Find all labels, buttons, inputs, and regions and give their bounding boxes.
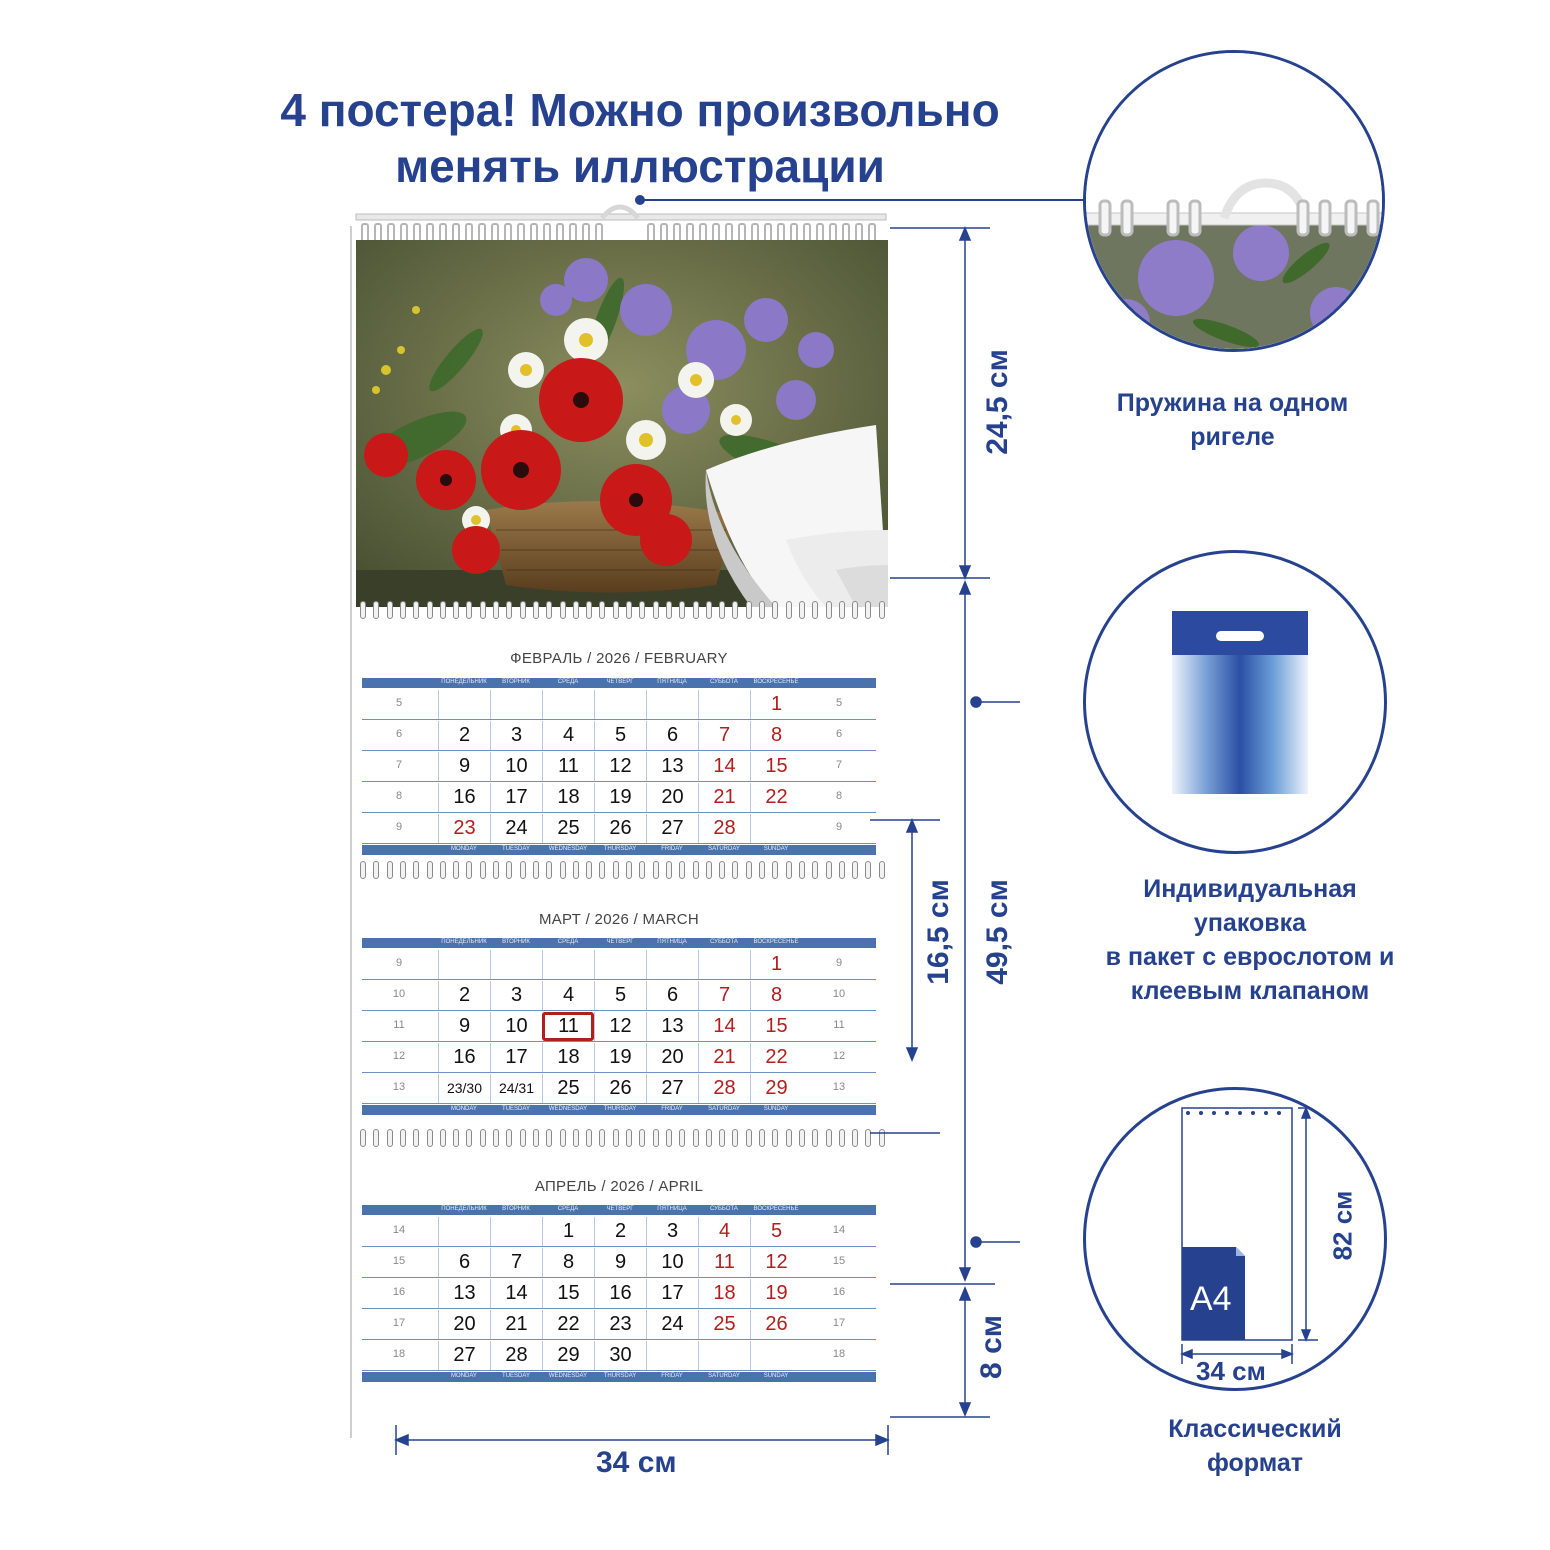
day-cell: 22 [750,783,802,812]
day-cell: 29 [750,1074,802,1103]
day-cell: 7 [698,981,750,1010]
day-cell: 5 [594,981,646,1010]
weekday-label: WEDNESDAY [548,846,588,852]
day-cell: 4 [542,981,594,1010]
week-number: 7 [835,759,843,771]
week-number: 10 [832,988,846,1000]
week-number: 9 [835,957,843,969]
day-cell: 15 [542,1279,594,1308]
weekday-label: СУББОТА [710,1206,738,1212]
week-number: 7 [395,759,403,771]
format-caption [1080,1412,1430,1480]
day-cell: 14 [698,1012,750,1041]
day-cell: 4 [542,721,594,750]
day-cell: 9 [438,1012,490,1041]
weekday-label: THURSDAY [603,846,637,852]
day-cell: 6 [438,1248,490,1277]
day-cell: 20 [438,1310,490,1339]
format-width-label: 34 см [1196,1356,1266,1386]
day-cell: 11 [542,1012,594,1041]
day-cell: 10 [646,1248,698,1277]
weekday-label: WEDNESDAY [548,1106,588,1112]
day-cell: 2 [438,721,490,750]
week-number: 13 [832,1081,846,1093]
week-number: 10 [392,988,406,1000]
day-cell: 17 [490,783,542,812]
a4-paper-label: A4 [1190,1280,1232,1318]
month-title: ФЕВРАЛЬ / 2026 / FEBRUARY [510,650,728,667]
day-cell: 15 [750,1012,802,1041]
packaging-caption-line-4: клеевым клапаном [1130,977,1370,1005]
spring-caption-line-2: ригеле [1190,423,1275,451]
day-cell: 22 [542,1310,594,1339]
binding-ring [373,1129,379,1147]
day-cell: 12 [750,1248,802,1277]
day-cell: 7 [698,721,750,750]
binding-ring [373,861,379,879]
weekday-label: СУББОТА [710,939,738,945]
packaging-caption [1060,872,1440,1008]
weekday-label: FRIDAY [661,846,683,852]
day-cell: 9 [594,1248,646,1277]
day-cell: 8 [542,1248,594,1277]
weekday-label: ЧЕТВЕРГ [606,939,634,945]
day-cell: 3 [490,721,542,750]
weekday-label: MONDAY [451,846,477,852]
day-cell: 27 [646,814,698,843]
packaging-circle [1083,550,1387,854]
day-cell: 24/31 [490,1074,542,1103]
weekday-label: TUESDAY [502,1373,530,1379]
day-cell: 16 [438,1043,490,1072]
weekday-label: WEDNESDAY [548,1373,588,1379]
day-cell: 22 [750,1043,802,1072]
format-height-label: 82 см [1327,1190,1358,1261]
weekday-label: СУББОТА [710,679,738,685]
day-cell: 12 [594,1012,646,1041]
day-cell: 13 [438,1279,490,1308]
spring-caption [1080,386,1385,454]
day-cell: 19 [750,1279,802,1308]
spring-caption-line-1: Пружина на одном [1116,389,1349,417]
binding-ring [360,861,366,879]
day-cell: 27 [438,1341,490,1370]
day-cell: 10 [490,1012,542,1041]
day-cell: 7 [490,1248,542,1277]
weekday-label: SATURDAY [708,846,740,852]
week-number: 11 [833,1019,845,1031]
packaging-caption-line-2: упаковка [1193,909,1307,937]
day-cell: 19 [594,1043,646,1072]
week-number: 15 [392,1255,406,1267]
week-number: 5 [835,697,843,709]
format-caption-line-1: Классический [1168,1415,1342,1443]
month-title: МАРТ / 2026 / MARCH [538,911,700,928]
day-cell: 13 [646,1012,698,1041]
weekday-label: ВТОРНИК [502,679,530,685]
day-cell: 26 [750,1310,802,1339]
spring-detail-circle [1083,50,1385,352]
weekday-label: MONDAY [451,1106,477,1112]
day-cell: 26 [594,1074,646,1103]
day-cell: 9 [438,752,490,781]
day-cell: 2 [594,1217,646,1246]
day-cell: 5 [594,721,646,750]
day-cell: 28 [698,1074,750,1103]
day-cell: 30 [594,1341,646,1370]
day-cell: 1 [750,950,802,979]
weekday-label: THURSDAY [603,1373,637,1379]
week-number: 14 [392,1224,406,1236]
day-cell: 16 [594,1279,646,1308]
day-cell: 25 [542,814,594,843]
binding-ring [373,601,379,619]
week-number: 16 [832,1286,846,1298]
format-caption-line-2: формат [1206,1449,1304,1477]
week-number: 17 [392,1317,406,1329]
week-number: 9 [395,957,403,969]
weekday-label: ПЯТНИЦА [657,939,687,945]
weekday-label: СРЕДА [557,1206,579,1212]
day-cell: 6 [646,721,698,750]
day-cell: 11 [542,752,594,781]
day-cell: 27 [646,1074,698,1103]
day-cell: 8 [750,981,802,1010]
weekday-label: ПЯТНИЦА [657,1206,687,1212]
week-number: 6 [835,728,843,740]
day-cell: 26 [594,814,646,843]
binding-ring [360,1129,366,1147]
weekday-label: ВОСКРЕСЕНЬЕ [753,1206,799,1212]
week-number: 9 [395,821,403,833]
weekday-label: SUNDAY [763,1106,789,1112]
month-title: АПРЕЛЬ / 2026 / APRIL [534,1178,704,1195]
week-number: 17 [832,1317,846,1329]
packaging-caption-line-3: в пакет с еврослотом и [1105,943,1395,971]
binding-ring [360,601,366,619]
headline-line-2: менять иллюстрации [395,140,885,192]
week-number: 15 [832,1255,846,1267]
day-cell: 23 [594,1310,646,1339]
day-cell: 3 [490,981,542,1010]
week-number: 9 [835,821,843,833]
week-number: 5 [395,697,403,709]
day-cell: 24 [646,1310,698,1339]
day-cell: 25 [698,1310,750,1339]
weekday-label: SATURDAY [708,1373,740,1379]
dimension-block-height: 16,5 см [921,879,955,985]
day-cell: 28 [698,814,750,843]
week-number: 14 [832,1224,846,1236]
day-cell: 17 [490,1043,542,1072]
day-cell: 6 [646,981,698,1010]
day-cell: 24 [490,814,542,843]
day-cell: 11 [698,1248,750,1277]
day-cell: 16 [438,783,490,812]
day-cell: 13 [646,752,698,781]
week-number: 8 [395,790,403,802]
day-cell: 10 [490,752,542,781]
packaging-caption-line-1: Индивидуальная [1143,875,1357,903]
dimension-top-height: 24,5 см [980,349,1014,455]
week-number: 6 [395,728,403,740]
day-cell: 21 [698,1043,750,1072]
weekday-label: ЧЕТВЕРГ [606,679,634,685]
day-cell: 18 [698,1279,750,1308]
week-number: 8 [835,790,843,802]
day-cell: 23 [438,814,490,843]
day-cell: 28 [490,1341,542,1370]
week-number: 16 [392,1286,406,1298]
day-cell: 1 [750,690,802,719]
dimension-lines [380,220,1020,1470]
week-number: 11 [393,1019,405,1031]
weekday-label: TUESDAY [502,846,530,852]
weekday-label: ВТОРНИК [502,939,530,945]
day-cell: 29 [542,1341,594,1370]
headline [200,82,1080,194]
day-cell: 1 [542,1217,594,1246]
weekday-label: ВОСКРЕСЕНЬЕ [753,939,799,945]
weekday-label: FRIDAY [661,1373,683,1379]
dimension-total-height: 49,5 см [980,879,1014,985]
weekday-label: ПОНЕДЕЛЬНИК [441,679,487,685]
day-cell: 5 [750,1217,802,1246]
day-cell: 19 [594,783,646,812]
day-cell: 8 [750,721,802,750]
day-cell: 4 [698,1217,750,1246]
weekday-label: СРЕДА [557,679,579,685]
day-cell: 2 [438,981,490,1010]
day-cell: 21 [490,1310,542,1339]
week-number: 12 [392,1050,406,1062]
weekday-label: SUNDAY [763,1373,789,1379]
weekday-label: SATURDAY [708,1106,740,1112]
headline-line-1: 4 постера! Можно произвольно [280,84,1000,136]
weekday-label: СРЕДА [557,939,579,945]
week-number: 12 [832,1050,846,1062]
weekday-label: ВОСКРЕСЕНЬЕ [753,679,799,685]
weekday-label: ПОНЕДЕЛЬНИК [441,1206,487,1212]
day-cell: 20 [646,783,698,812]
weekday-label: ЧЕТВЕРГ [606,1206,634,1212]
format-circle [1083,1087,1387,1391]
dimension-bottom-height: 8 см [974,1315,1008,1379]
weekday-label: SUNDAY [763,846,789,852]
day-cell: 21 [698,783,750,812]
weekday-label: THURSDAY [603,1106,637,1112]
week-number: 18 [392,1348,406,1360]
day-cell: 14 [698,752,750,781]
day-cell: 3 [646,1217,698,1246]
day-cell: 14 [490,1279,542,1308]
day-cell: 18 [542,783,594,812]
weekday-label: ВТОРНИК [502,1206,530,1212]
week-number: 13 [392,1081,406,1093]
weekday-label: MONDAY [451,1373,477,1379]
day-cell: 23/30 [438,1074,490,1103]
day-cell: 12 [594,752,646,781]
day-cell: 15 [750,752,802,781]
day-cell: 17 [646,1279,698,1308]
week-number: 18 [832,1348,846,1360]
day-cell: 25 [542,1074,594,1103]
weekday-label: ПЯТНИЦА [657,679,687,685]
dimension-width: 34 см [596,1446,677,1479]
weekday-label: ПОНЕДЕЛЬНИК [441,939,487,945]
day-cell: 18 [542,1043,594,1072]
weekday-label: FRIDAY [661,1106,683,1112]
day-cell: 20 [646,1043,698,1072]
weekday-label: TUESDAY [502,1106,530,1112]
